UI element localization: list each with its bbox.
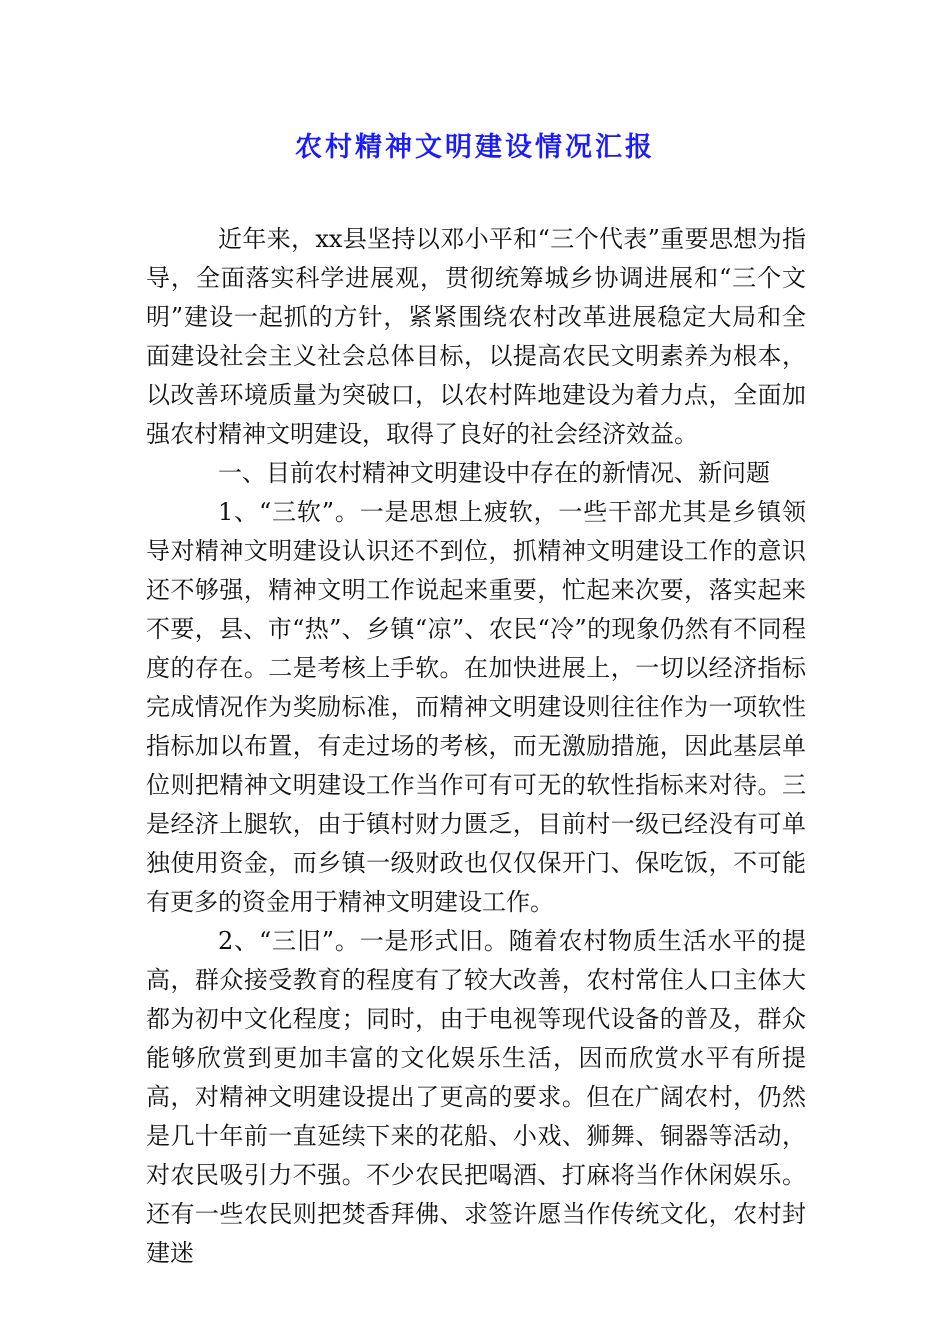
paragraph-intro: 近年来，xx县坚持以邓小平和“三个代表”重要思想为指导，全面落实科学进展观，贯彻统筹城乡协调进展和“三个文明”建设一起抓的方针，紧紧围绕农村改革进展稳定大局和全面建设社会主义社会总体目标，以提高农民文明素养为根本，以改善环境质量为突破口，以农村阵地建设为着力点，全面加强农村精神文明建设，取得了良好的社会经济效益。 (146, 225, 806, 448)
paragraph-three-soft: 1、“三软”。一是思想上疲软，一些干部尤其是乡镇领导对精神文明建设认识还不到位，抓精神文明建设工作的意识还不够强，精神文明工作说起来重要，忙起来次要，落实起来不要，县、市“热”、乡镇“凉”、农民“冷”的现象仍然有不同程度的存在。二是考核上手软。在加快进展上，一切以经济指标完成情况作为奖励标准，而精神文明建设则往往作为一项软性指标加以布置，有走过场的考核，而无激励措施，因此基层单位则把精神文明建设工作当作可有可无的软性指标来对待。三是经济上腿软，由于镇村财力匮乏，目前村一级已经没有可单独使用资金，而乡镇一级财政也仅仅保开门、保吃饭，不可能有更多的资金用于精神文明建设工作。 (146, 498, 806, 916)
paragraph-three-old: 2、“三旧”。一是形式旧。随着农村物质生活水平的提高，群众接受教育的程度有了较大改善，农村常住人口主体大都为初中文化程度；同时，由于电视等现代设备的普及，群众能够欣赏到更加丰富的文化娱乐生活，因而欣赏水平有所提高，对精神文明建设提出了更高的要求。但在广阔农村，仍然是几十年前一直延续下来的花船、小戏、狮舞、铜器等活动，对农民吸引力不强。不少农民把喝酒、打麻将当作休闲娱乐。还有一些农民则把焚香拜佛、求签许愿当作传统文化，农村封建迷 (146, 927, 806, 1267)
section-heading-1: 一、目前农村精神文明建设中存在的新情况、新问题 (218, 459, 770, 487)
document-title: 农村精神文明建设情况汇报 (295, 132, 655, 163)
document-body (146, 220, 806, 1273)
